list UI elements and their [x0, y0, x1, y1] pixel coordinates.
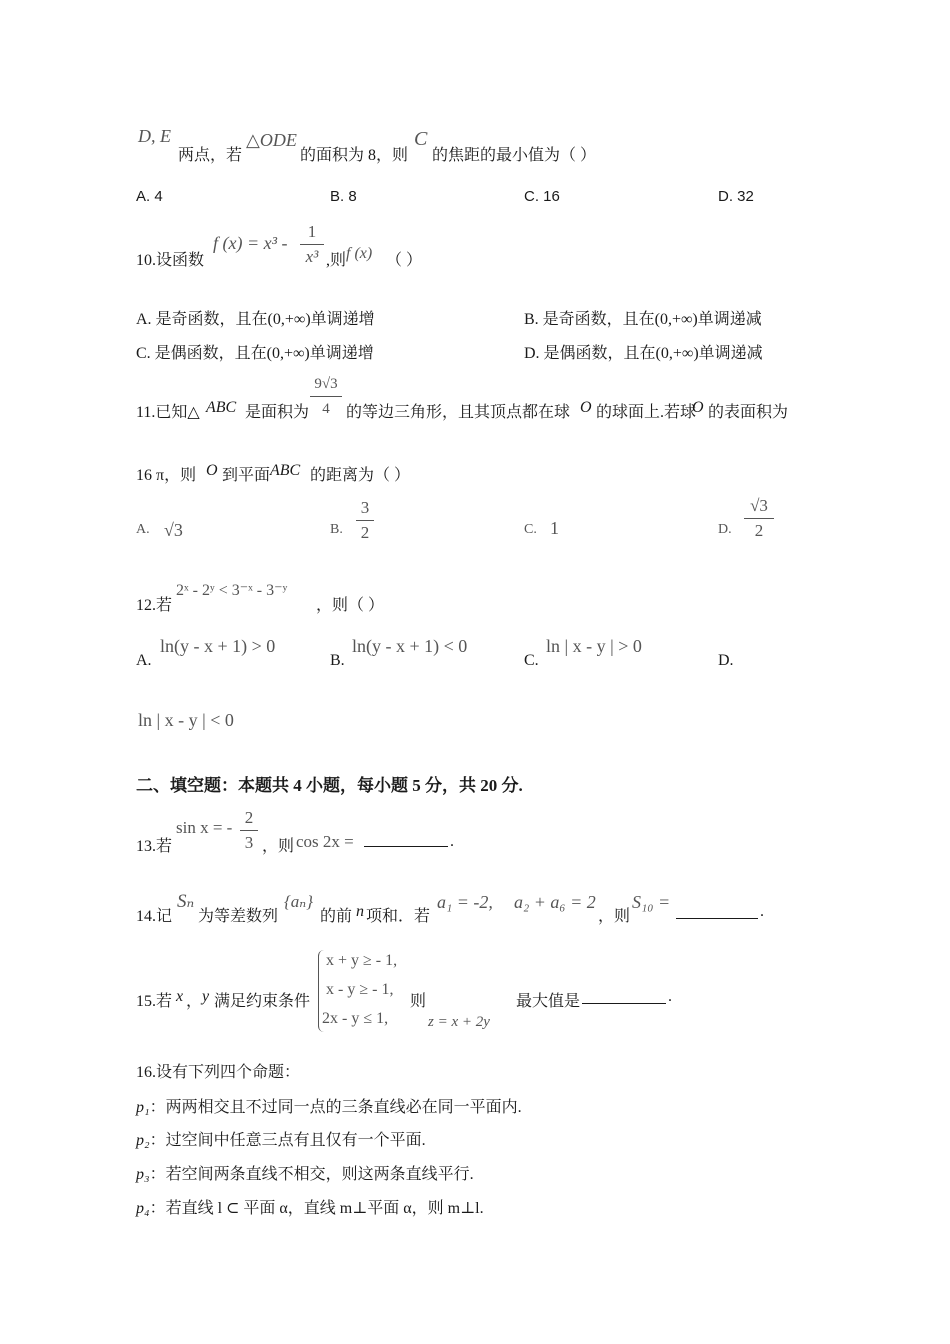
q12-option-b-label: B.	[330, 652, 345, 669]
q11-frac-num: 9√3	[314, 376, 338, 392]
q11-fraction	[310, 374, 342, 419]
q15-y: y	[202, 988, 210, 1005]
q11-option-b-num: 3	[360, 498, 370, 517]
q15-x: x	[176, 988, 184, 1005]
q13-fraction	[240, 808, 258, 853]
q15-end: .	[668, 988, 672, 1005]
q11-option-a-label: A.	[136, 522, 150, 537]
q11-option-c-label: C.	[524, 522, 537, 537]
q15-t3: 最大值是	[516, 993, 581, 1010]
q10-fraction	[300, 222, 324, 267]
q11-line2-c: 的距离为（ ）	[310, 467, 411, 484]
q16-prop-2	[136, 1127, 426, 1150]
q16-prop-3	[136, 1161, 474, 1184]
q11-option-d-num: √3	[750, 496, 768, 515]
q12-option-d: ln | x - y | < 0	[138, 710, 234, 730]
q11-abc2: ABC	[270, 462, 301, 479]
q10-frac-num: 1	[307, 222, 317, 241]
q15-t2: 满足约束条件	[214, 993, 311, 1010]
q16-prop-4-text: ：若直线 l ⊂ 平面 α，直线 m⊥平面 α，则 m⊥l.	[149, 1200, 484, 1217]
q14-t2: 的前	[320, 908, 353, 925]
q16-prop-2-label: p₂	[136, 1132, 150, 1149]
q11-option-b-den: 2	[360, 523, 370, 542]
q11-abc: ABC	[206, 399, 237, 416]
q11-option-d-label: D.	[718, 522, 732, 537]
q15-then: 则	[410, 993, 427, 1010]
q11-option-d-bar	[744, 518, 774, 519]
q9-option-b: B. 8	[330, 188, 357, 205]
q14-sn: Sₙ	[177, 891, 195, 912]
q13-math2: cos 2x =	[296, 832, 354, 851]
q13-frac-bar	[240, 830, 258, 831]
q10-frac-bar	[300, 244, 324, 245]
q13-math: sin x = -	[176, 818, 233, 837]
q9-text3: 的焦距的最小值为（ ）	[432, 147, 597, 164]
q10-option-b: B. 是奇函数，且在(0,+∞)单调递减	[524, 311, 762, 328]
q9-text1: 两点，若	[178, 147, 243, 164]
q11-option-b-label: B.	[330, 522, 343, 537]
q15-answer-blank[interactable]	[582, 1003, 666, 1004]
q12-option-a-label: A.	[136, 652, 152, 669]
q10-math-left: f (x) = x³ -	[213, 233, 288, 253]
q12-option-b: ln(y - x + 1) < 0	[352, 636, 468, 656]
q16-prop-4-label: p₄	[136, 1200, 150, 1217]
q13-number: 13.若	[136, 838, 173, 855]
q15-constraint-3: 2x - y ≤ 1,	[322, 1010, 389, 1027]
q16-prop-1-label: p₁	[136, 1099, 150, 1116]
q12-tail: ，则（ ）	[316, 597, 385, 614]
q11-line2-a: 16 π，则	[136, 467, 197, 484]
q10-paren: （ ）	[386, 252, 423, 269]
q14-t3: 项和．若	[366, 908, 431, 925]
q12-option-d-label: D.	[718, 652, 734, 669]
q9-text2: 的面积为 8，则	[300, 147, 409, 164]
q12-option-c: ln | x - y | > 0	[546, 636, 642, 656]
q11-option-d-fraction	[744, 496, 774, 541]
q15-comma: ，	[186, 993, 203, 1010]
q10-option-a: A. 是奇函数，且在(0,+∞)单调递增	[136, 311, 375, 328]
section-2-heading: 二、填空题：本题共 4 小题，每小题 5 分，共 20 分.	[136, 776, 523, 795]
q11-part2: 是面积为	[245, 404, 310, 421]
q13-frac-num: 2	[244, 808, 254, 827]
q13-end: .	[450, 833, 454, 850]
q16-prop-2-text: ：过空间中任意三点有且仅有一个平面.	[149, 1132, 426, 1149]
q15-constraint-1: x + y ≥ - 1,	[326, 952, 398, 969]
q10-fx: f (x)	[346, 245, 373, 262]
q9-math-triangle: △ODE	[246, 130, 297, 150]
q13-frac-den: 3	[244, 833, 254, 852]
q9-math-c: C	[414, 128, 428, 150]
q12-option-c-label: C.	[524, 652, 539, 669]
q14-n: n	[356, 903, 364, 920]
q15-t1: 15.若	[136, 993, 173, 1010]
q11-o2: O	[692, 399, 704, 416]
q14-answer-blank[interactable]	[676, 918, 758, 919]
q16-prop-1-text: ：两两相交且不过同一点的三条直线必在同一平面内.	[149, 1099, 522, 1116]
q14-t1: 为等差数列	[198, 908, 279, 925]
q9-math-de: D, E	[138, 126, 171, 146]
q16-prop-3-text: ：若空间两条直线不相交，则这两条直线平行.	[149, 1166, 474, 1183]
q14-an: {aₙ}	[284, 892, 313, 911]
q14-t4: ，则	[598, 908, 631, 925]
q16-prop-1	[136, 1094, 522, 1117]
q16-prop-3-label: p₃	[136, 1166, 150, 1183]
q11-option-d-den: 2	[754, 521, 764, 540]
q10-option-c: C. 是偶函数，且在(0,+∞)单调递增	[136, 345, 374, 362]
q14-number: 14.记	[136, 908, 173, 925]
q11-frac-den: 4	[322, 401, 330, 417]
q14-s10: S₁₀ =	[632, 892, 671, 912]
q11-part3: 的等边三角形，且其顶点都在球	[346, 404, 571, 421]
q9-option-d: D. 32	[718, 188, 754, 205]
q10-option-d: D. 是偶函数，且在(0,+∞)单调递减	[524, 345, 763, 362]
q14-cond1: a₁ = -2,	[437, 892, 493, 912]
q9-option-c: C. 16	[524, 188, 560, 205]
q11-o3: O	[206, 462, 218, 479]
q10-frac-den: x³	[305, 247, 319, 266]
q11-frac-bar	[310, 396, 342, 397]
q15-objective: z = x + 2y	[428, 1014, 490, 1030]
q11-o1: O	[580, 399, 592, 416]
q14-end: .	[760, 903, 764, 920]
q10-text-after: ,则	[326, 252, 347, 269]
q11-part4: 的球面上.若球	[596, 404, 697, 421]
q9-option-a: A. 4	[136, 188, 163, 205]
q11-part1: 11.已知△	[136, 404, 200, 421]
q11-line2-b: 到平面	[222, 467, 271, 484]
q12-option-a: ln(y - x + 1) > 0	[160, 636, 276, 656]
q11-option-c-value: 1	[550, 518, 559, 538]
q11-option-a-value: √3	[164, 520, 183, 540]
q12-number: 12.若	[136, 597, 173, 614]
q11-option-b-bar	[356, 520, 374, 521]
q12-condition: 2ˣ - 2ʸ < 3⁻ˣ - 3⁻ʸ	[176, 582, 288, 599]
q10-number: 10.设函数	[136, 252, 205, 269]
q16-intro: 16.设有下列四个命题：	[136, 1064, 301, 1081]
q11-part5: 的表面积为	[708, 404, 789, 421]
q16-prop-4	[136, 1195, 484, 1218]
q13-mid: ，则	[262, 838, 295, 855]
q15-constraint-2: x - y ≥ - 1,	[326, 981, 394, 998]
q11-option-b-fraction	[356, 498, 374, 543]
q14-cond2: a₂ + a₆ = 2	[514, 892, 596, 912]
q13-answer-blank[interactable]	[364, 846, 448, 847]
